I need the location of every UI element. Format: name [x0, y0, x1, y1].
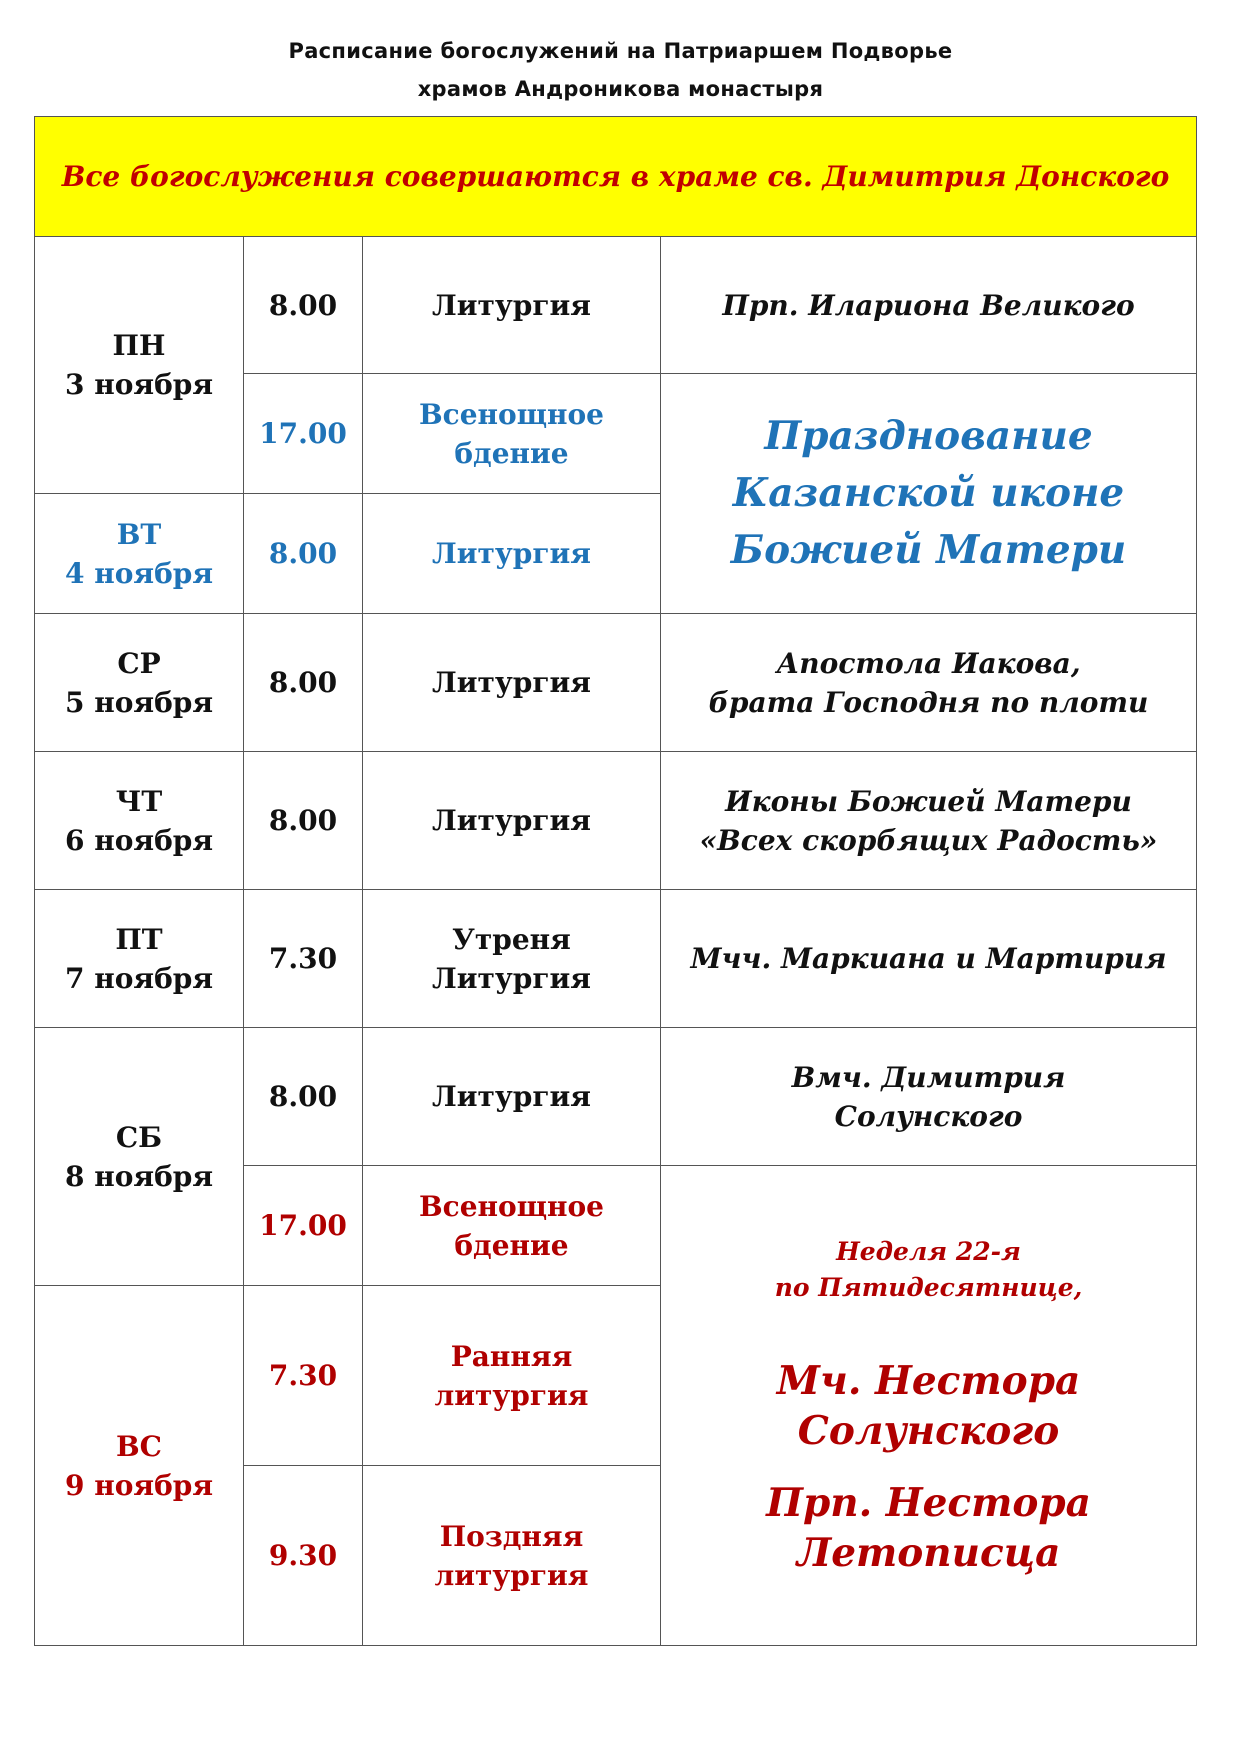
schedule-table: [34, 116, 1197, 1646]
feast-line: Празднование: [764, 413, 1093, 459]
location-banner: Все богослужения совершаются в храме св. Димитрия Донского: [35, 117, 1197, 237]
page-title-line1: Расписание богослужений на Патриаршем Подворье: [288, 39, 953, 63]
time-cell: 8.00: [244, 494, 363, 614]
service-line: Ранняя: [450, 1339, 573, 1373]
time-cell: 7.30: [244, 890, 363, 1028]
service-line: Всенощное: [419, 1189, 604, 1223]
feast-saint-line: Мч. Нестора: [776, 1357, 1081, 1404]
service-cell: [363, 890, 661, 1028]
sunday-feast-cell: [661, 1166, 1197, 1646]
day-cell-thu: [35, 752, 244, 890]
time-cell: 8.00: [244, 237, 363, 374]
service-line: Литургия: [432, 961, 591, 995]
service-line: Утреня: [452, 922, 571, 956]
time-cell: 17.00: [244, 1166, 363, 1286]
page-title-line2: храмов Андроникова монастыря: [417, 77, 824, 101]
day-cell-mon: [35, 237, 244, 494]
feast-cell: [661, 752, 1197, 890]
day-date: 3 ноября: [64, 368, 214, 401]
day-name: ПТ: [115, 922, 163, 956]
day-name: СБ: [115, 1120, 163, 1154]
service-cell: [363, 1466, 661, 1646]
feast-saint-line: Летописца: [796, 1529, 1061, 1576]
day-cell-sun: [35, 1286, 244, 1646]
feast-cell: [661, 614, 1197, 752]
service-cell: Литургия: [363, 614, 661, 752]
kazan-feast-cell: [661, 374, 1197, 614]
day-name: ВТ: [116, 517, 162, 551]
feast-line: Солунского: [834, 1099, 1023, 1133]
service-line: бдение: [454, 1228, 569, 1262]
feast-saint-line: Прп. Нестора: [766, 1479, 1091, 1526]
day-cell-wed: [35, 614, 244, 752]
day-date: 4 ноября: [64, 556, 214, 590]
feast-cell: Мчч. Маркиана и Мартирия: [661, 890, 1197, 1028]
service-cell: Литургия: [363, 752, 661, 890]
day-name: ЧТ: [115, 784, 163, 818]
day-date: 7 ноября: [64, 961, 214, 995]
time-cell: 8.00: [244, 614, 363, 752]
service-cell: [363, 1286, 661, 1466]
service-line: Поздняя: [439, 1519, 584, 1553]
service-line: литургия: [434, 1378, 589, 1412]
time-cell: 7.30: [244, 1286, 363, 1466]
time-cell: 8.00: [244, 752, 363, 890]
feast-cell: Прп. Илариона Великого: [661, 237, 1197, 374]
feast-cell: [661, 1028, 1197, 1166]
feast-line: брата Господня по плоти: [708, 685, 1149, 719]
feast-week-line: Неделя 22-я: [836, 1236, 1021, 1266]
day-name: ПН: [112, 329, 166, 362]
service-cell: [363, 1166, 661, 1286]
day-cell-sat: [35, 1028, 244, 1286]
service-line: Всенощное: [419, 397, 604, 431]
feast-saint-line: Солунского: [797, 1407, 1060, 1454]
service-cell: Литургия: [363, 494, 661, 614]
feast-line: Иконы Божией Матери: [725, 784, 1132, 818]
feast-line: Апостола Иакова,: [776, 646, 1081, 680]
day-date: 6 ноября: [64, 823, 214, 857]
day-date: 9 ноября: [64, 1468, 214, 1502]
day-date: 5 ноября: [64, 685, 214, 719]
service-cell: [363, 374, 661, 494]
feast-line: «Всех скорбящих Радость»: [699, 823, 1158, 857]
day-date: 8 ноября: [64, 1159, 214, 1193]
time-cell: 9.30: [244, 1466, 363, 1646]
feast-line: Казанской иконе: [732, 470, 1125, 516]
feast-line: Вмч. Димитрия: [791, 1060, 1066, 1094]
feast-week-line: по Пятидесятнице,: [774, 1272, 1083, 1302]
service-line: литургия: [434, 1558, 589, 1592]
service-cell: Литургия: [363, 237, 661, 374]
time-cell: 8.00: [244, 1028, 363, 1166]
service-line: бдение: [454, 436, 569, 470]
day-name: ВС: [116, 1429, 162, 1463]
service-cell: Литургия: [363, 1028, 661, 1166]
feast-line: Божией Матери: [730, 527, 1127, 573]
day-cell-fri: [35, 890, 244, 1028]
day-cell-tue: [35, 494, 244, 614]
time-cell: 17.00: [244, 374, 363, 494]
day-name: СР: [117, 646, 161, 680]
